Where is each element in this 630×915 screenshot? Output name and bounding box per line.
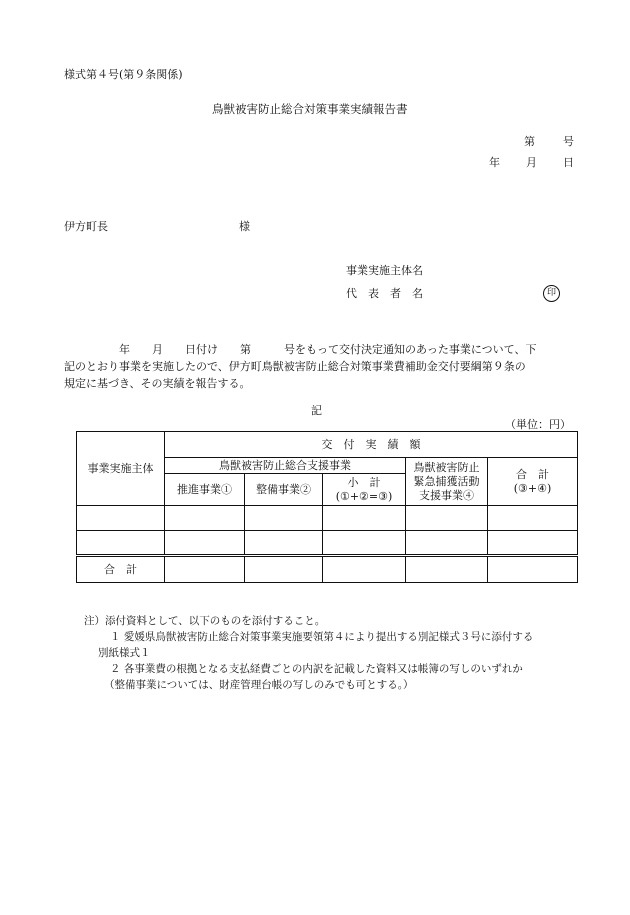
header-emergency: [406, 458, 488, 506]
table-cell[interactable]: [488, 556, 578, 583]
sum-row: [77, 556, 578, 583]
header-support: 鳥獣被害防止総合支援事業: [165, 458, 406, 474]
table-cell[interactable]: [77, 531, 165, 556]
table-cell[interactable]: [245, 556, 323, 583]
form-number: 様式第４号(第９条関係): [64, 68, 183, 81]
representative-label: 代 表 者 名: [346, 287, 423, 300]
header-total-line-1: 合 計: [516, 467, 549, 481]
table-row: [77, 506, 578, 531]
entity-name-label: 事業実施主体名: [346, 264, 423, 277]
notes-intro: 注）添付資料として、以下のものを添付すること。: [84, 615, 326, 627]
table-cell[interactable]: [488, 506, 578, 531]
sum-row-label: 合 計: [77, 556, 165, 583]
date-year: 年: [489, 156, 500, 169]
header-emergency-line-1: 鳥獣被害防止: [413, 460, 480, 474]
table-cell[interactable]: [323, 556, 406, 583]
table-row: [77, 531, 578, 556]
date-month: 月: [526, 156, 537, 169]
header-maintenance: 整備事業②: [245, 474, 323, 506]
header-total-line-2: (③+④): [513, 481, 552, 495]
body-line-2: 記のとおり事業を実施したので、伊方町鳥獣被害防止総合対策事業費補助金交付要綱第９条の: [64, 360, 526, 373]
body-text: [64, 341, 574, 392]
header-entity: 事業実施主体: [77, 432, 165, 506]
body-line-3: 規定に基づき、その実績を報告する。: [64, 377, 251, 390]
table-cell[interactable]: [406, 506, 488, 531]
header-subtotal-line-1: 小 計: [347, 475, 381, 489]
header-total: [488, 458, 578, 506]
table-cell[interactable]: [323, 531, 406, 556]
table-cell[interactable]: [245, 506, 323, 531]
seal-mark: 印: [543, 285, 560, 302]
addressee-name: 伊方町長: [64, 220, 108, 233]
results-table: [76, 431, 578, 583]
date-day: 日: [563, 156, 574, 169]
header-promotion: 推進事業①: [165, 474, 245, 506]
addressee-honorific: 様: [239, 220, 250, 233]
table-cell[interactable]: [165, 531, 245, 556]
notes-item-2-cont: （整備事業については、財産管理台帳の写しのみでも可とする。）: [104, 679, 414, 691]
table-cell[interactable]: [165, 506, 245, 531]
notes-item-1: １ 愛媛県鳥獣被害防止総合対策事業実施要領第４により提出する別記様式３号に添付する: [110, 631, 534, 643]
table-cell[interactable]: [406, 556, 488, 583]
notes: [84, 613, 533, 693]
table-cell[interactable]: [323, 506, 406, 531]
table-cell[interactable]: [245, 531, 323, 556]
table-cell[interactable]: [165, 556, 245, 583]
header-emergency-line-3: 支援事業④: [419, 488, 474, 502]
notes-item-2: ２ 各事業費の根拠となる支払経費ごとの内訳を記載した資料又は帳簿の写しのいずれか: [110, 663, 523, 675]
table-cell[interactable]: [406, 531, 488, 556]
doc-number-dai: 第: [524, 135, 535, 148]
unit-label: （単位：円）: [505, 418, 571, 431]
header-subtotal-line-2: (①+②=③): [335, 489, 393, 503]
table-cell[interactable]: [77, 506, 165, 531]
notes-item-1-cont: 別紙様式１: [98, 647, 151, 659]
body-line-1: 年 月 日付け 第 号をもって交付決定通知のあった事業について、下: [119, 343, 537, 356]
header-amount: 交 付 実 績 額: [165, 432, 578, 458]
ki-label: 記: [311, 404, 322, 417]
document-title: 鳥獣被害防止総合対策事業実績報告書: [212, 102, 408, 116]
doc-number-go: 号: [563, 135, 574, 148]
table-cell[interactable]: [488, 531, 578, 556]
header-subtotal: [323, 474, 406, 506]
header-emergency-line-2: 緊急捕獲活動: [413, 474, 480, 488]
